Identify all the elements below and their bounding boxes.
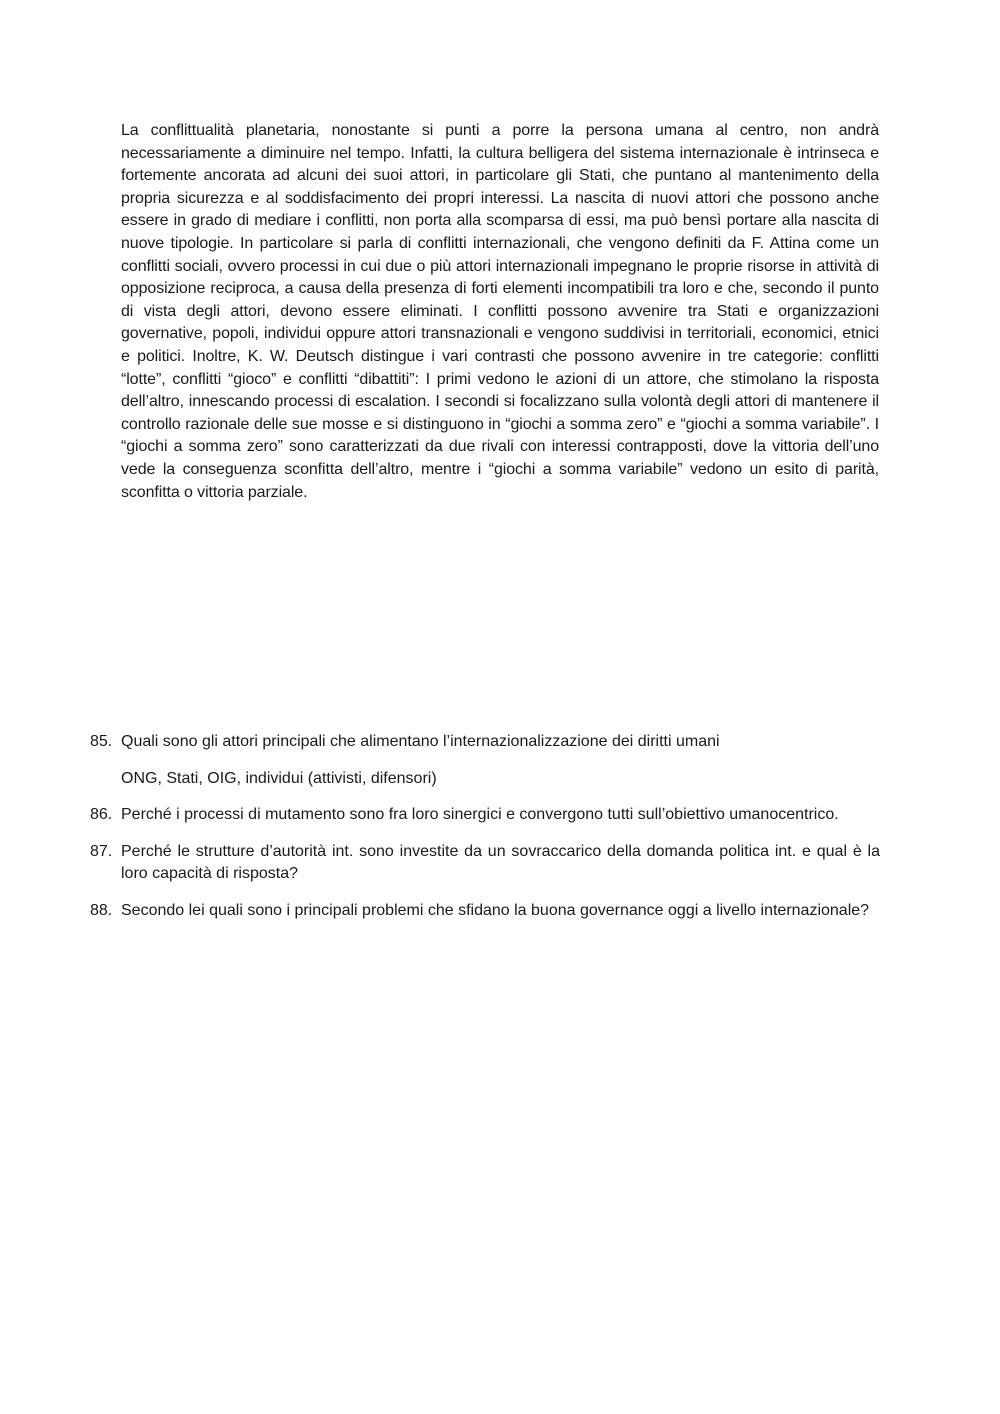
question-86 (90, 804, 880, 827)
question-85 (90, 731, 880, 790)
question-88 (90, 900, 880, 923)
question-text: Quali sono gli attori principali che alimentano l’internazionalizzazione dei diritti umani (121, 733, 720, 750)
question-body (121, 804, 880, 827)
question-text: Secondo lei quali sono i principali problemi che sfidano la buona governance oggi a livello internazionale? (121, 901, 870, 919)
answer-text: ONG, Stati, OIG, individui (attivisti, difensori) (121, 769, 437, 787)
question-number: 87. (90, 842, 113, 860)
question-number: 85. (90, 733, 113, 750)
question-body (121, 841, 880, 886)
question-text: Perché i processi di mutamento sono fra loro sinergici e convergono tutti sull’obiettivo umanocentrico. (121, 806, 839, 823)
question-body (121, 900, 880, 923)
question-list (90, 731, 880, 936)
body-paragraph: La conflittualità planetaria, nonostante si punti a porre la persona umana al centro, non andrà necessariamente a diminuire nel tempo. Infatti, la cultura belligera del sistema internazionale è intrinseca e fortemente ancorata ad alcuni dei suoi attori, in particolare gli Stati, che puntano al mantenimento della propria sicurezza e al soddisfacimento dei propri interessi. La nascita di nuovi attori che possono anche essere in grado di mediare i conflitti, non porta alla scomparsa di essi, ma può bensì portare alla nascita di nuove tipologie. In particolare si parla di conflitti internazionali, che vengono definiti da F. Attina come un conflitti sociali, ovvero processi in cui due o più attori internazionali impegnano le proprie risorse in attività di opposizione reciproca, a causa della presenza di forti elementi incompatibili tra loro e che, secondo il punto di vista degli attori, devono essere eliminati. I conflitti possono avvenire tra Stati e organizzazioni governative, popoli, individui oppure attori transnazionali e vengono suddivisi in territoriali, economici, etnici e politici. Inoltre, K. W. Deutsch distingue i vari contrasti che possono avvenire in tre categorie: conflitti “lotte”, conflitti “gioco” e conflitti “dibattiti”: I primi vedono le azioni di un attore, che stimolano la risposta dell’altro, innescando processi di escalation. I secondi si focalizzano sulla volontà degli attori di mantenere il controllo razionale delle sue mosse e si distinguono in “giochi a somma zero” e “giochi a somma variabile”. I “giochi a somma zero” sono caratterizzati da due rivali con interessi contrapposti, dove la vittoria dell’uno vede la conseguenza sconfitta dell’altro, mentre i “giochi a somma variabile” vedono un esito di parità, sconfitta o vittoria parziale. (121, 122, 879, 501)
question-number: 88. (90, 901, 113, 919)
question-87 (90, 841, 880, 886)
question-number: 86. (90, 806, 113, 823)
question-text: Perché le strutture d’autorità int. sono investite da un sovraccarico della domanda politica int. e qual è la loro capacità di risposta? (121, 842, 880, 882)
question-body (121, 731, 880, 790)
